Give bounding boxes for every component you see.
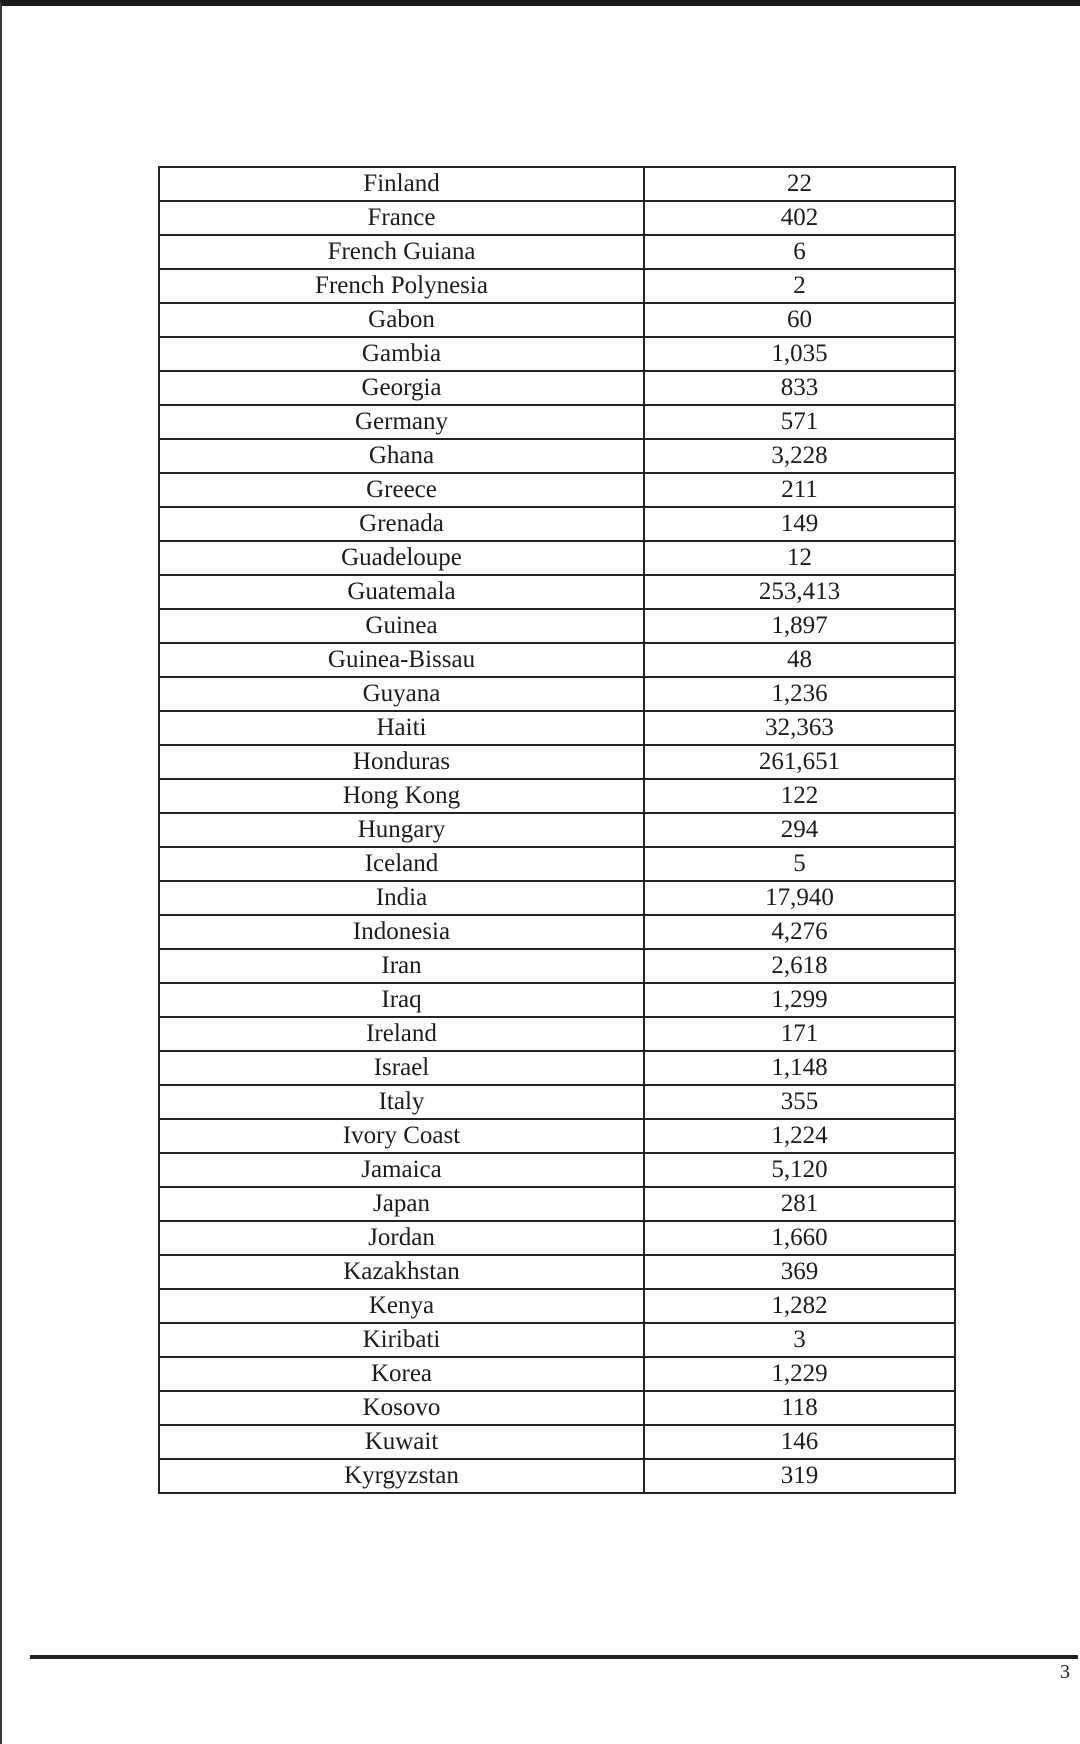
table-row — [159, 507, 955, 541]
country-cell: Guadeloupe — [159, 541, 644, 575]
country-cell: Kosovo — [159, 1391, 644, 1425]
table-row — [159, 575, 955, 609]
table-row — [159, 1051, 955, 1085]
country-cell: Gabon — [159, 303, 644, 337]
country-cell: Kuwait — [159, 1425, 644, 1459]
count-cell: 118 — [644, 1391, 955, 1425]
country-cell: Jordan — [159, 1221, 644, 1255]
count-cell: 1,148 — [644, 1051, 955, 1085]
count-cell: 22 — [644, 167, 955, 201]
country-cell: Kenya — [159, 1289, 644, 1323]
country-cell: Iceland — [159, 847, 644, 881]
count-cell: 48 — [644, 643, 955, 677]
count-cell: 2,618 — [644, 949, 955, 983]
table-row — [159, 915, 955, 949]
table-row — [159, 1255, 955, 1289]
table-row — [159, 1323, 955, 1357]
table-row — [159, 643, 955, 677]
count-cell: 1,299 — [644, 983, 955, 1017]
table-row — [159, 167, 955, 201]
table-row — [159, 1357, 955, 1391]
count-cell: 211 — [644, 473, 955, 507]
count-cell: 833 — [644, 371, 955, 405]
country-cell: French Polynesia — [159, 269, 644, 303]
country-cell: Italy — [159, 1085, 644, 1119]
country-cell: Israel — [159, 1051, 644, 1085]
table-row — [159, 779, 955, 813]
country-cell: French Guiana — [159, 235, 644, 269]
country-cell: Guinea-Bissau — [159, 643, 644, 677]
count-cell: 253,413 — [644, 575, 955, 609]
table-row — [159, 745, 955, 779]
country-cell: Guatemala — [159, 575, 644, 609]
country-table-container — [158, 166, 952, 1494]
count-cell: 281 — [644, 1187, 955, 1221]
table-row — [159, 1221, 955, 1255]
country-cell: Greece — [159, 473, 644, 507]
country-cell: Kyrgyzstan — [159, 1459, 644, 1493]
count-cell: 5,120 — [644, 1153, 955, 1187]
country-cell: Haiti — [159, 711, 644, 745]
table-row — [159, 1459, 955, 1493]
table-row — [159, 1017, 955, 1051]
count-cell: 122 — [644, 779, 955, 813]
table-body — [159, 167, 955, 1493]
footer-divider — [30, 1655, 1078, 1659]
table-row — [159, 609, 955, 643]
count-cell: 402 — [644, 201, 955, 235]
count-cell: 1,229 — [644, 1357, 955, 1391]
count-cell: 1,897 — [644, 609, 955, 643]
count-cell: 3,228 — [644, 439, 955, 473]
country-cell: Guyana — [159, 677, 644, 711]
country-cell: Gambia — [159, 337, 644, 371]
table-row — [159, 303, 955, 337]
count-cell: 261,651 — [644, 745, 955, 779]
table-row — [159, 1289, 955, 1323]
count-cell: 1,236 — [644, 677, 955, 711]
count-cell: 2 — [644, 269, 955, 303]
table-row — [159, 1153, 955, 1187]
count-cell: 60 — [644, 303, 955, 337]
table-row — [159, 813, 955, 847]
table-row — [159, 1425, 955, 1459]
table-row — [159, 949, 955, 983]
country-cell: Hungary — [159, 813, 644, 847]
table-row — [159, 439, 955, 473]
count-cell: 369 — [644, 1255, 955, 1289]
table-row — [159, 1085, 955, 1119]
country-cell: Ghana — [159, 439, 644, 473]
count-cell: 149 — [644, 507, 955, 541]
count-cell: 6 — [644, 235, 955, 269]
country-cell: Jamaica — [159, 1153, 644, 1187]
count-cell: 3 — [644, 1323, 955, 1357]
table-row — [159, 1187, 955, 1221]
table-row — [159, 269, 955, 303]
table-row — [159, 337, 955, 371]
country-cell: Japan — [159, 1187, 644, 1221]
count-cell: 319 — [644, 1459, 955, 1493]
country-cell: Kazakhstan — [159, 1255, 644, 1289]
count-cell: 1,224 — [644, 1119, 955, 1153]
country-cell: Guinea — [159, 609, 644, 643]
count-cell: 12 — [644, 541, 955, 575]
country-cell: Iraq — [159, 983, 644, 1017]
country-cell: Ivory Coast — [159, 1119, 644, 1153]
table-row — [159, 405, 955, 439]
country-cell: Indonesia — [159, 915, 644, 949]
count-cell: 1,660 — [644, 1221, 955, 1255]
country-cell: Germany — [159, 405, 644, 439]
country-cell: Georgia — [159, 371, 644, 405]
country-cell: Korea — [159, 1357, 644, 1391]
table-row — [159, 881, 955, 915]
count-cell: 1,282 — [644, 1289, 955, 1323]
table-row — [159, 473, 955, 507]
table-row — [159, 371, 955, 405]
count-cell: 32,363 — [644, 711, 955, 745]
country-cell: India — [159, 881, 644, 915]
count-cell: 4,276 — [644, 915, 955, 949]
count-cell: 146 — [644, 1425, 955, 1459]
count-cell: 294 — [644, 813, 955, 847]
count-cell: 5 — [644, 847, 955, 881]
page-number: 3 — [1060, 1661, 1070, 1683]
table-row — [159, 235, 955, 269]
table-row — [159, 677, 955, 711]
country-cell: Honduras — [159, 745, 644, 779]
table-row — [159, 541, 955, 575]
count-cell: 171 — [644, 1017, 955, 1051]
count-cell: 571 — [644, 405, 955, 439]
table-row — [159, 201, 955, 235]
table-row — [159, 1391, 955, 1425]
count-cell: 355 — [644, 1085, 955, 1119]
country-cell: Finland — [159, 167, 644, 201]
table-row — [159, 983, 955, 1017]
table-row — [159, 1119, 955, 1153]
country-cell: Kiribati — [159, 1323, 644, 1357]
table-row — [159, 847, 955, 881]
count-cell: 1,035 — [644, 337, 955, 371]
country-count-table — [158, 166, 956, 1494]
country-cell: Grenada — [159, 507, 644, 541]
country-cell: Ireland — [159, 1017, 644, 1051]
country-cell: Hong Kong — [159, 779, 644, 813]
country-cell: Iran — [159, 949, 644, 983]
count-cell: 17,940 — [644, 881, 955, 915]
table-row — [159, 711, 955, 745]
country-cell: France — [159, 201, 644, 235]
